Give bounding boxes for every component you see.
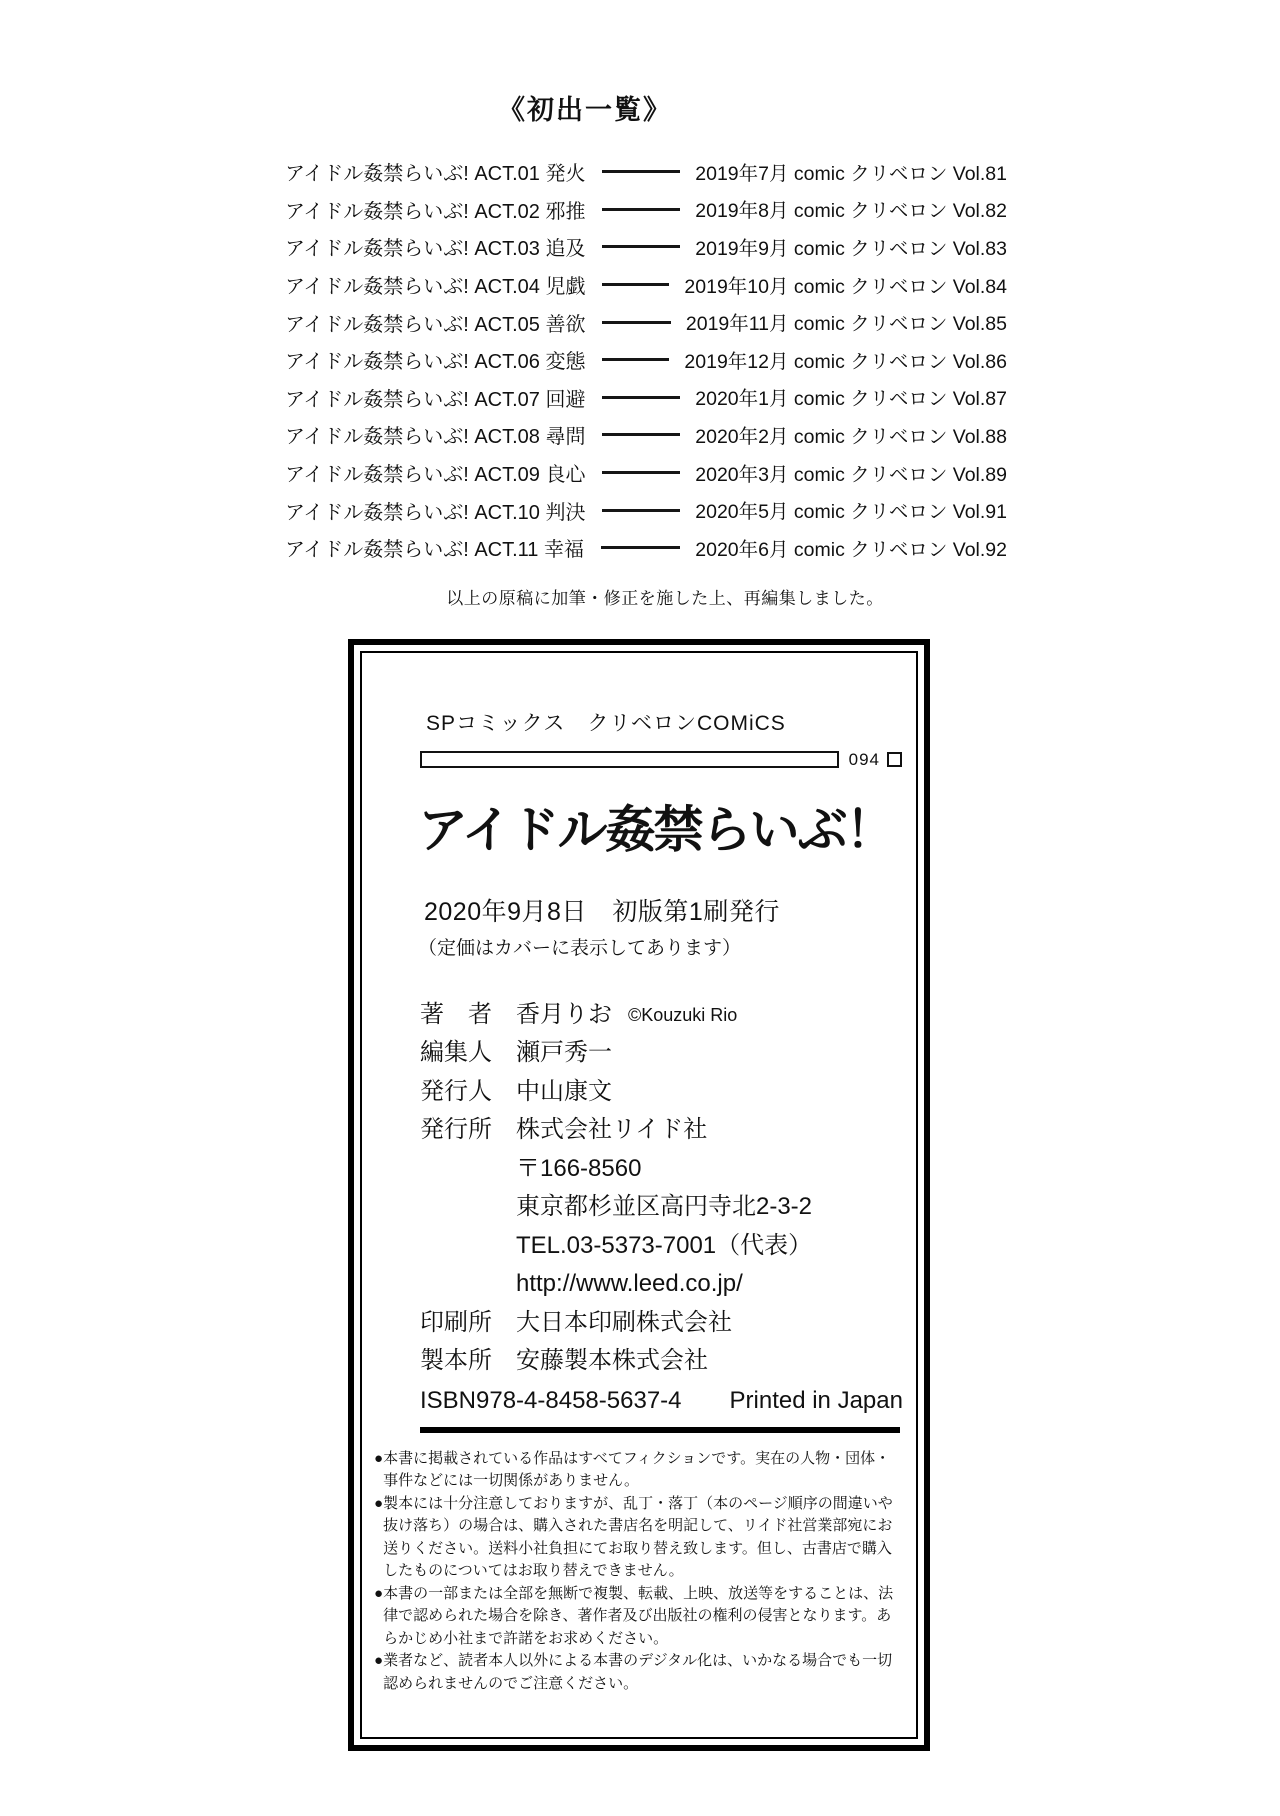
credit-row xyxy=(420,1188,908,1227)
publication-row xyxy=(285,416,1007,454)
separator-rule xyxy=(602,396,680,399)
publication-row xyxy=(285,454,1007,492)
work-title: アイドル姦禁らいぶ! ACT.06 変態 xyxy=(285,351,586,374)
separator-rule xyxy=(602,471,680,474)
separator-rule xyxy=(602,170,680,173)
credit-row xyxy=(420,1034,908,1073)
separator-rule xyxy=(602,283,669,286)
divider-rule xyxy=(420,1427,900,1433)
credit-label: 発行人 xyxy=(420,1077,492,1105)
notice-text: 業者など、読者本人以外による本書のデジタル化は、いかなる場合でも一切認められませんのでご注意ください。 xyxy=(383,1652,893,1692)
credit-value: http://www.leed.co.jp/ xyxy=(516,1270,743,1298)
credit-label xyxy=(420,1150,516,1189)
publication-row xyxy=(285,266,1007,304)
price-note: （定価はカバーに表示してあります） xyxy=(418,937,742,959)
separator-rule xyxy=(602,321,670,324)
bullet-icon: ● xyxy=(374,1494,384,1512)
publication-source: 2019年9月 comic クリベロン Vol.83 xyxy=(695,237,1007,260)
credit-value: 株式会社リイド社 xyxy=(516,1116,708,1144)
publication-row xyxy=(285,529,1007,567)
notice-text: 製本には十分注意しておりますが、乱丁・落丁（本のページ順序の間違いや抜け落ち）の場合は、購入された書店名を明記して、リイド社営業部宛にお送りください。送料小社負担にてお取り替え致します。但し、古書店で購入したものについてはお取り替えできません。 xyxy=(383,1494,893,1580)
publication-row xyxy=(285,341,1007,379)
reprint-note: 以上の原稿に加筆・修正を施した上、再編集しました。 xyxy=(446,588,884,608)
credit-label: 製本所 xyxy=(420,1347,492,1375)
credit-row xyxy=(420,1227,908,1266)
work-title: アイドル姦禁らいぶ! ACT.11 幸福 xyxy=(285,539,584,562)
publication-source: 2020年5月 comic クリベロン Vol.91 xyxy=(695,501,1007,524)
code-bar xyxy=(420,751,839,768)
credit-label: 印刷所 xyxy=(420,1308,492,1336)
credit-row xyxy=(420,996,908,1035)
notice-text: 本書の一部または全部を無断で複製、転載、上映、放送等をすることは、法律で認められた場合を除き、著作者及び出版社の権利の侵害となります。あらかじめ小社まで許諾をお求めください。 xyxy=(383,1584,894,1647)
work-title: アイドル姦禁らいぶ! ACT.04 児戯 xyxy=(285,276,586,299)
credit-row xyxy=(420,1265,908,1304)
credit-row xyxy=(420,1111,908,1150)
page-title: 《初出一覧》 xyxy=(498,95,672,125)
credit-row xyxy=(420,1304,908,1343)
publication-source: 2020年2月 comic クリベロン Vol.88 xyxy=(695,425,1007,448)
code-number: 094 xyxy=(848,749,880,769)
publication-source: 2020年1月 comic クリベロン Vol.87 xyxy=(695,388,1007,411)
notice-text: 本書に掲載されている作品はすべてフィクションです。実在の人物・団体・事件などには一切関係がありません。 xyxy=(383,1449,891,1490)
credit-value: 〒166-8560 xyxy=(516,1154,642,1182)
separator-rule xyxy=(602,358,669,361)
series-label: SPコミックス クリベロンCOMiCS xyxy=(426,711,786,735)
printed-in-japan: Printed in Japan xyxy=(729,1386,903,1414)
publication-source: 2019年8月 comic クリベロン Vol.82 xyxy=(695,200,1007,223)
separator-rule xyxy=(602,245,680,248)
credit-value: 大日本印刷株式会社 xyxy=(516,1308,732,1336)
separator-rule xyxy=(602,433,680,436)
separator-rule xyxy=(601,546,680,549)
credits-table xyxy=(420,996,908,1381)
bullet-icon: ● xyxy=(374,1449,384,1467)
notice-item xyxy=(374,1650,898,1695)
book-title: アイドル姦禁らいぶ！ xyxy=(418,801,894,858)
edition-line: 2020年9月8日 初版第1刷発行 xyxy=(424,897,780,926)
notice-item xyxy=(374,1448,898,1493)
publication-source: 2020年3月 comic クリベロン Vol.89 xyxy=(695,463,1007,486)
credit-value: 香月りお xyxy=(516,1000,612,1028)
publication-list xyxy=(285,153,1007,567)
credit-row xyxy=(420,1073,908,1112)
code-square-icon xyxy=(887,752,902,767)
publication-row xyxy=(285,191,1007,229)
publication-source: 2019年12月 comic クリベロン Vol.86 xyxy=(684,350,1007,373)
separator-rule xyxy=(602,509,680,512)
code-row xyxy=(420,750,902,770)
credit-value: TEL.03-5373-7001（代表） xyxy=(516,1231,813,1259)
credit-value: 安藤製本株式会社 xyxy=(516,1347,708,1375)
work-title: アイドル姦禁らいぶ! ACT.03 追及 xyxy=(285,238,586,261)
credit-label xyxy=(420,1188,516,1227)
credit-label xyxy=(420,1227,516,1266)
credit-label: 編集人 xyxy=(420,1039,492,1067)
publication-row xyxy=(285,303,1007,341)
work-title: アイドル姦禁らいぶ! ACT.08 尋問 xyxy=(285,426,586,449)
publication-row xyxy=(285,228,1007,266)
copyright-note: ©Kouzuki Rio xyxy=(628,1004,738,1025)
credit-label: 発行所 xyxy=(420,1116,492,1144)
credit-row xyxy=(420,1150,908,1189)
notices-list xyxy=(374,1448,898,1696)
work-title: アイドル姦禁らいぶ! ACT.10 判決 xyxy=(285,501,586,524)
publication-source: 2019年10月 comic クリベロン Vol.84 xyxy=(684,275,1007,298)
bullet-icon: ● xyxy=(374,1652,384,1670)
publication-row xyxy=(285,153,1007,191)
credit-value: 中山康文 xyxy=(516,1077,612,1105)
work-title: アイドル姦禁らいぶ! ACT.09 良心 xyxy=(285,464,586,487)
work-title: アイドル姦禁らいぶ! ACT.05 善欲 xyxy=(285,313,586,336)
credit-value: 瀬戸秀一 xyxy=(516,1039,612,1067)
notice-item xyxy=(374,1583,898,1651)
credit-label: 著 者 xyxy=(420,1000,492,1028)
publication-source: 2020年6月 comic クリベロン Vol.92 xyxy=(695,538,1007,561)
publication-row xyxy=(285,379,1007,417)
credit-row xyxy=(420,1342,908,1381)
isbn-row xyxy=(420,1384,903,1418)
notice-item xyxy=(374,1493,898,1583)
publication-source: 2019年7月 comic クリベロン Vol.81 xyxy=(695,162,1007,185)
publication-source: 2019年11月 comic クリベロン Vol.85 xyxy=(685,313,1007,336)
bullet-icon: ● xyxy=(374,1584,384,1602)
isbn: ISBN978-4-8458-5637-4 xyxy=(420,1386,682,1414)
work-title: アイドル姦禁らいぶ! ACT.07 回避 xyxy=(285,388,586,411)
work-title: アイドル姦禁らいぶ! ACT.01 発火 xyxy=(285,163,586,186)
separator-rule xyxy=(602,208,680,211)
credit-value: 東京都杉並区高円寺北2-3-2 xyxy=(516,1193,813,1221)
colophon-box-inner xyxy=(360,651,918,1740)
colophon-box xyxy=(348,639,930,1752)
work-title: アイドル姦禁らいぶ! ACT.02 邪推 xyxy=(285,200,586,223)
publication-row xyxy=(285,491,1007,529)
credit-label xyxy=(420,1265,516,1304)
